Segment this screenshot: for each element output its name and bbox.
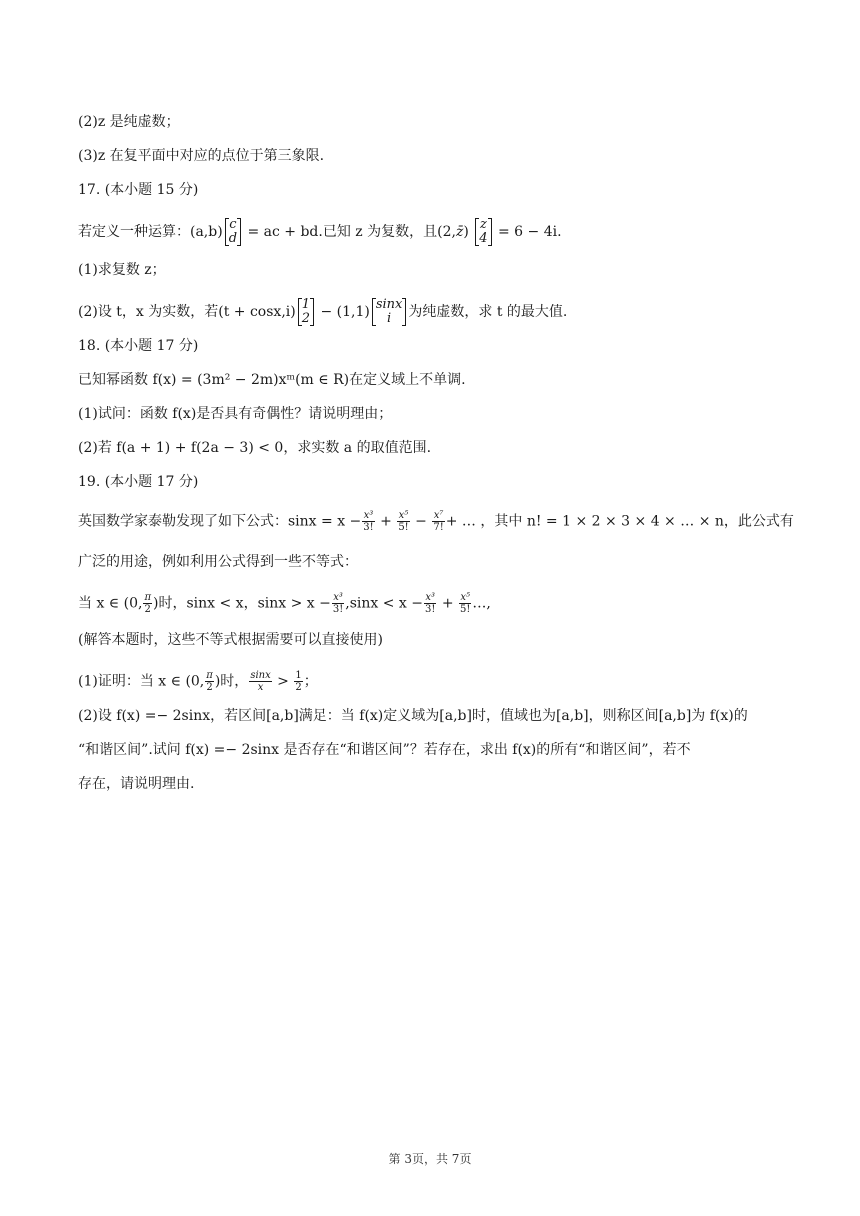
matrix-1-2: 1 2 — [298, 298, 314, 326]
q17-p2-a: (2)设 t，x 为实数，若(t + cosx,i) — [78, 304, 296, 320]
frac-x3-3f-c: $\frac{\text{x³}}{3!}$ — [424, 592, 436, 615]
q17-text-a: 若定义一种运算：(a,b) — [78, 224, 223, 240]
q18-part2: (2)若 f(a + 1) + f(2a − 3) < 0，求实数 a 的取值范围. — [78, 440, 432, 456]
q16-part2: (2)z 是纯虚数； — [78, 114, 180, 130]
frac-x3-3f-b: $\frac{\text{x³}}{3!}$ — [332, 592, 344, 615]
q18-header: 18. (本小题 17 分) — [78, 338, 199, 354]
q18-part1: (1)试问：函数 f(x)是否具有奇偶性？请说明理由； — [78, 406, 393, 422]
q19-part2-line1: (2)设 f(x) =− 2sinx，若区间[a,b]满足：当 f(x)定义域为[a,b]时，值域也为[a,b]，则称区间[a,b]为 f(x)的 — [78, 708, 748, 724]
q17-definition — [78, 218, 562, 246]
q19-text-line2: 广泛的用途，例如利用公式得到一些不等式： — [78, 554, 358, 570]
q17-text-d: = 6 − 4i. — [493, 224, 562, 240]
frac-1-2: $\frac{1}{2}$ — [295, 670, 302, 693]
q18-statement: 已知幂函数 f(x) = (3m² − 2m)xᵐ(m ∈ R)在定义域上不单调. — [78, 372, 466, 388]
q17-p2-c: 为纯虚数，求 t 的最大值. — [408, 304, 568, 320]
matrix-sinx-i: sinx i — [372, 298, 407, 326]
matrix-z-4: z 4 — [475, 218, 491, 246]
q17-part2 — [78, 298, 567, 326]
frac-x5-5f-b: $\frac{\text{x⁵}}{5!}$ — [460, 592, 471, 615]
q19-text-b: + … ，其中 n! = 1 × 2 × 3 × 4 × … × n，此公式有 — [445, 513, 794, 530]
frac-x5-5f: $\frac{\text{x⁵}}{5!}$ — [398, 510, 409, 533]
frac-pi-2: $\frac{\pi}{2}$ — [144, 592, 152, 615]
z-conjugate: z̄ — [455, 224, 464, 240]
q16-part3: (3)z 在复平面中对应的点位于第三象限. — [78, 148, 325, 164]
q17-p2-b: − (1,1) — [316, 304, 370, 320]
q19-text-a: 英国数学家泰勒发现了如下公式：sinx = x − — [78, 513, 362, 530]
q19-part2-line3: 存在，请说明理由. — [78, 776, 195, 792]
q19-inequalities: 当 x ∈ (0, $\frac{\pi}{2}$ )时，sinx < x，sinx > x − $\frac{\text{x³}}{3!}$ ,sinx < x − $\frac{\text{x³}}{3!}$ + $\frac{\text{x⁵}}{5!}$ …, — [78, 592, 491, 615]
frac-sinx-x: $\frac{\sin x}{x}$ — [250, 670, 271, 693]
q19-part2-line2: “和谐区间”.试问 f(x) =− 2sinx 是否存在“和谐区间”？若存在，求出 f(x)的所有“和谐区间”，若不 — [78, 742, 691, 758]
q19-taylor-formula: 英国数学家泰勒发现了如下公式：sinx = x − $\frac{\text{x³}}{3!}$ + $\frac{\text{x⁵}}{5!}$ − $\frac{\text{x⁷}}{7!}$ + … ，其中 n! = 1 × 2 × 3 × 4 × … × n，此公式有 — [78, 510, 794, 533]
q19-header: 19. (本小题 17 分) — [78, 474, 199, 490]
page-footer: 第 3页，共 7页 — [388, 1152, 472, 1166]
q17-text-c: ) — [463, 224, 474, 240]
frac-x3-3f: $\frac{\text{x³}}{3!}$ — [363, 510, 374, 533]
q17-header: 17. (本小题 15 分) — [78, 182, 199, 198]
q17-part1: (1)求复数 z； — [78, 262, 166, 278]
q19-part1: (1)证明：当 x ∈ (0, $\frac{\pi}{2}$ )时， $\frac{\sin x}{x}$ > $\frac{1}{2}$ ； — [78, 670, 318, 693]
frac-x7-7f: $\frac{\text{x⁷}}{7!}$ — [433, 510, 444, 533]
q19-note: (解答本题时，这些不等式根据需要可以直接使用) — [78, 632, 383, 648]
matrix-c-d: c d — [225, 218, 241, 246]
q17-text-b: = ac + bd.已知 z 为复数，且(2, — [243, 224, 456, 240]
frac-pi-2-b: $\frac{\pi}{2}$ — [206, 670, 213, 693]
